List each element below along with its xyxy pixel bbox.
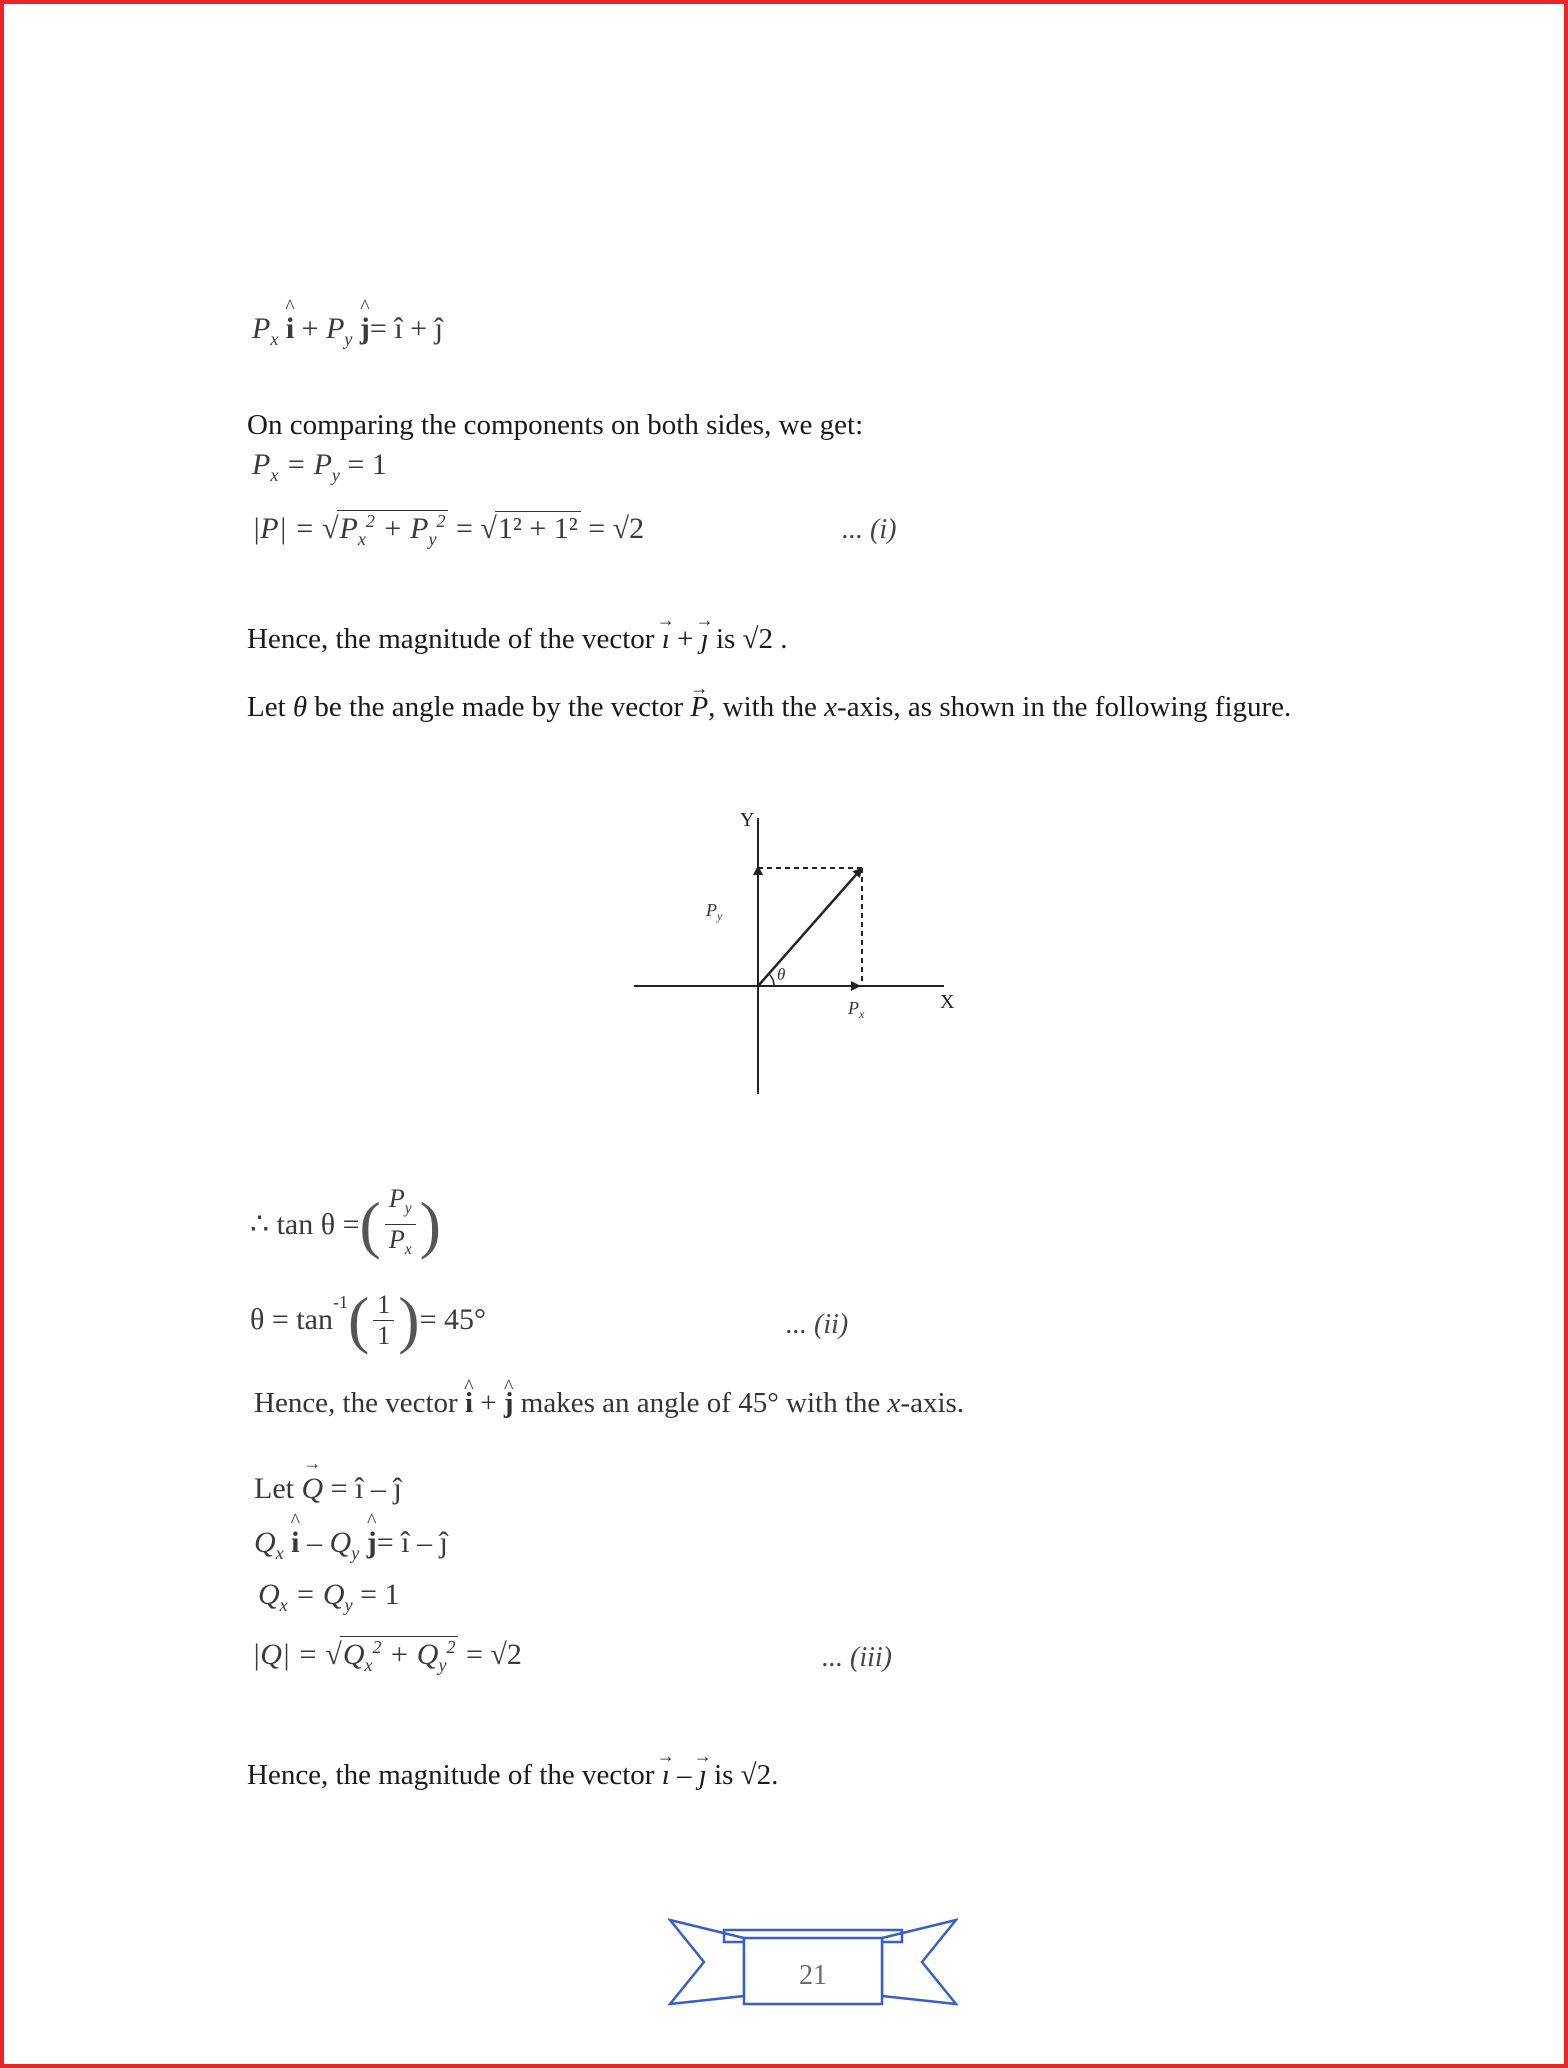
numerator: $P_y$ (385, 1184, 416, 1225)
symbol: Q (258, 1578, 280, 1611)
unit-j: ^ j (367, 1526, 377, 1560)
paren-right: ) (398, 1284, 420, 1355)
rhs: = 1 (352, 1578, 400, 1611)
eq: = √ (448, 512, 497, 545)
plus: + P (374, 512, 429, 545)
text-mid: be the angle made by the vector (307, 691, 691, 723)
vector-q: → Q (301, 1472, 323, 1506)
vector-diagram (624, 804, 984, 1104)
rhs: = √2 (580, 512, 645, 545)
axis-x: x (824, 691, 838, 723)
symbol-qx: Q (254, 1526, 276, 1559)
text-end: -axis, as shown in the following figure. (837, 691, 1292, 723)
denominator: 1 (377, 1320, 391, 1350)
rhs: = 1 (339, 448, 387, 481)
py-label: $P_y$ (706, 900, 723, 923)
end: . (772, 623, 788, 655)
theta-label: θ (777, 965, 786, 984)
sub-y: y (331, 465, 340, 485)
unit-i: ^ i (291, 1526, 299, 1560)
equation-qx-equals-qy (258, 1578, 400, 1616)
mid: = Q (287, 1578, 345, 1611)
equation-components-p (252, 312, 443, 350)
minus: – (299, 1526, 330, 1559)
page-number: 21 (799, 1960, 827, 1991)
text-let: Let (254, 1472, 302, 1505)
sub-y: y (344, 1595, 353, 1615)
text: Hence, the magnitude of the vector (247, 623, 662, 655)
sub-x: x (279, 1595, 288, 1615)
radicand-2: 1² + 1² (495, 511, 581, 546)
symbol-qy: Q (329, 1526, 352, 1559)
sub-y: y (344, 329, 353, 349)
text: Hence, the magnitude of the vector (247, 1759, 662, 1791)
sub-x: x (357, 529, 366, 549)
px-label: $P_x$ (848, 998, 865, 1021)
rhs: = î – ĵ (376, 1526, 448, 1559)
theta: θ (292, 691, 308, 723)
paren-left: ( (359, 1188, 381, 1260)
mid: = P (278, 448, 332, 481)
paragraph-angle-result (254, 1384, 1384, 1422)
sub-y: y (438, 1655, 447, 1675)
sub-x: x (364, 1655, 373, 1675)
unit-i: ^ i (465, 1384, 473, 1422)
equation-let-q (254, 1472, 402, 1506)
ribbon-left-tail (670, 1920, 744, 2004)
x-axis-label: X (940, 991, 955, 1013)
lhs: ∴ tan θ = (250, 1208, 360, 1242)
equation-number-iii: ... (iii) (822, 1642, 892, 1673)
text-mid: makes an angle of 45° with the (513, 1387, 888, 1419)
plus: + (473, 1387, 504, 1419)
sup-2b: 2 (446, 1637, 456, 1657)
paragraph-magnitude-sum (247, 620, 1377, 658)
sup-inverse: -1 (332, 1292, 348, 1312)
radicand (340, 1636, 459, 1676)
numerator: 1 (373, 1290, 394, 1321)
plus: + (669, 623, 701, 655)
rhs: = î + ĵ (369, 312, 443, 345)
equation-theta-value (250, 1284, 486, 1355)
text: Hence, the vector (254, 1387, 465, 1419)
sub-y: y (428, 529, 437, 549)
vector-i: → ı (662, 1756, 670, 1794)
axis-x: x (887, 1387, 901, 1419)
ribbon-right-tail (882, 1920, 956, 2004)
sub-x: x (275, 1543, 284, 1563)
p-vector-arrow (758, 868, 862, 986)
lhs: |Q| = (252, 1638, 326, 1671)
paragraph-comparing: On comparing the components on both sides, we get: (247, 409, 864, 441)
rhs: = î – ĵ (323, 1472, 402, 1505)
minus: – (669, 1759, 699, 1791)
angle-arc (769, 974, 774, 986)
text-is: is (708, 623, 743, 655)
sup-2: 2 (372, 1637, 382, 1657)
equation-magnitude-p: $|P| = √P_x^2 + P_y^2 = √1^2 + 1^2 = √2$ (252, 511, 645, 549)
paren-left: ( (347, 1284, 370, 1355)
equation-number-i: ... (i) (842, 514, 897, 545)
unit-j: ^ j (504, 1384, 514, 1422)
value: √2. (740, 1759, 779, 1791)
paragraph-magnitude-difference (247, 1756, 1377, 1794)
rad: Q (342, 1638, 365, 1671)
text-is: is (706, 1759, 741, 1791)
value: √2 (742, 623, 773, 655)
paren-right: ) (419, 1188, 441, 1260)
fraction (373, 1290, 394, 1351)
symbol: P (252, 448, 271, 481)
symbol-px: P (252, 312, 271, 345)
equation-px-equals-py (252, 448, 387, 486)
text-end: -axis. (900, 1387, 965, 1419)
equation-number-ii: ... (ii) (786, 1309, 849, 1340)
lhs: |P| = (252, 512, 323, 545)
vector-i: → ı (662, 620, 670, 658)
vector-p: → P (690, 688, 708, 726)
rhs: = √2 (458, 1638, 522, 1671)
plus: + (294, 312, 327, 345)
equation-components-q (254, 1526, 448, 1564)
denominator: $P_x$ (388, 1225, 412, 1259)
plus: + Q (381, 1638, 439, 1671)
vector-j: → ȷ (699, 1756, 707, 1794)
page-number-ribbon (668, 1916, 958, 2016)
symbol-py: P (326, 312, 345, 345)
text-mid2: , with the (708, 691, 825, 723)
sup-2b: 2 (436, 511, 446, 531)
fraction (385, 1184, 416, 1265)
sup-2: 2 (365, 511, 375, 531)
unit-i: ^ i (286, 312, 294, 346)
rhs: = 45° (419, 1303, 486, 1336)
unit-j: ^ j (360, 312, 370, 346)
sub-x: x (270, 465, 279, 485)
sub-x: x (270, 329, 279, 349)
y-axis-label: Y (740, 809, 755, 831)
radicand (337, 510, 449, 550)
lhs: θ = tan (250, 1303, 333, 1336)
text: Let (247, 691, 293, 723)
rad: P (339, 512, 358, 545)
equation-magnitude-q: $|Q| = √Q_x^2 + Q_y^2 = √2$ (252, 1637, 522, 1675)
equation-tan-theta (250, 1184, 441, 1265)
sub-y: y (351, 1543, 360, 1563)
vector-j: → ȷ (701, 620, 709, 658)
paragraph-angle-intro (247, 688, 1377, 726)
